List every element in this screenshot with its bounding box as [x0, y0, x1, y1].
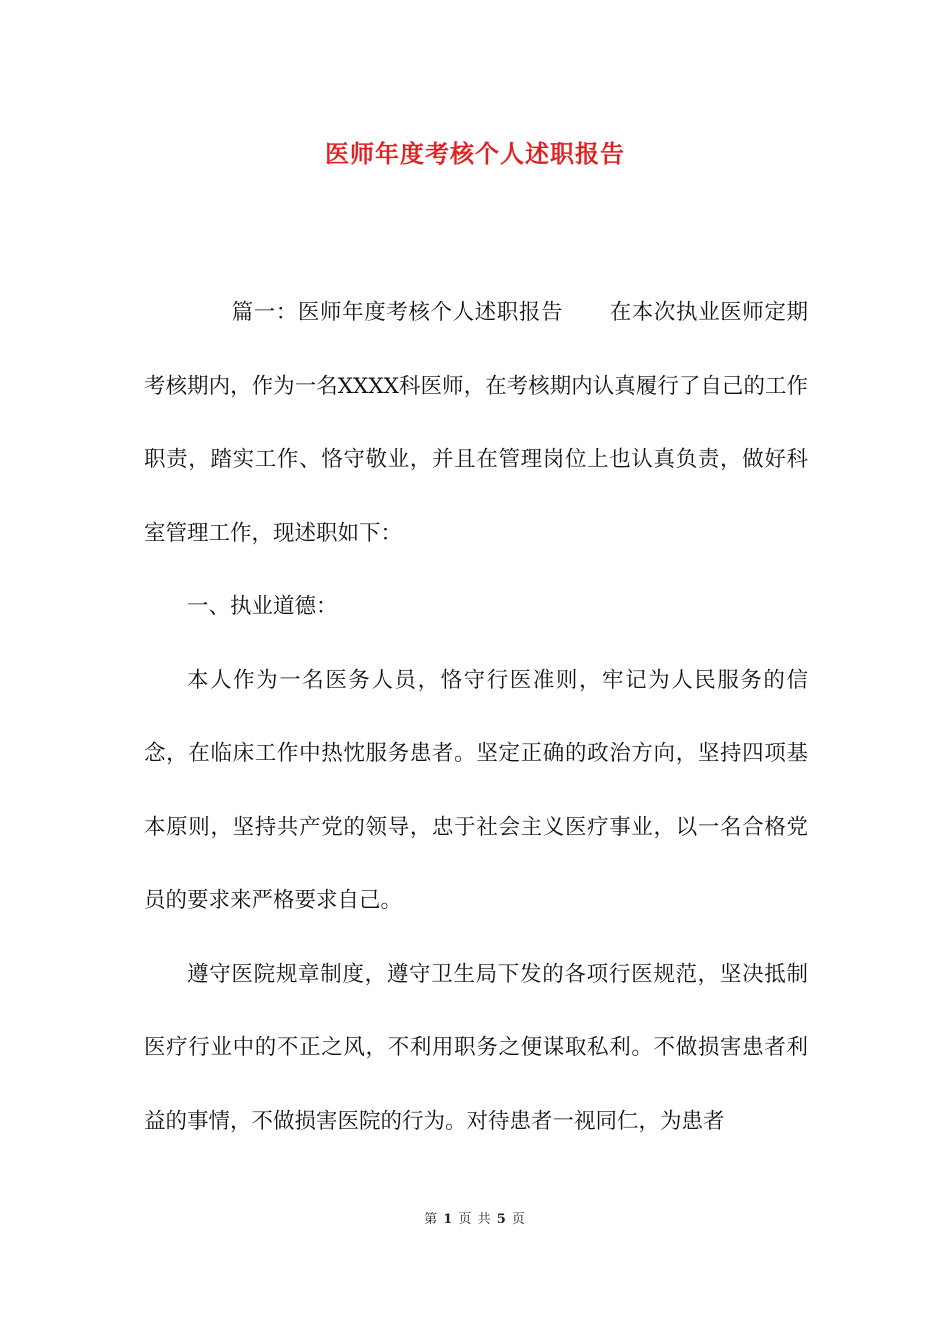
document-body — [144, 276, 808, 1158]
document-title: 医师年度考核个人述职报告 — [325, 139, 625, 168]
footer-middle: 页 共 — [458, 1212, 492, 1227]
section-heading: 一、执业道德： — [187, 594, 338, 619]
intro-heading: 篇一：医师年度考核个人述职报告 — [231, 300, 564, 325]
section-paragraph: 遵守医院规章制度，遵守卫生局下发的各项行医规范，坚决抵制医疗行业中的不正之风，不利用职务之便谋取私利。不做损害患者利益的事情，不做损害医院的行为。对待患者一视同仁，为患者 — [144, 961, 808, 1134]
footer-total-pages: 5 — [496, 1212, 507, 1227]
footer-current-page: 1 — [443, 1212, 454, 1227]
intro-text: 在本次执业医师定期考核期内，作为一名XXXX科医师，在考核期内认真履行了自己的工作职责，踏实工作、恪守敬业，并且在管理岗位上也认真负责，做好科室管理工作，现述职如下： — [144, 300, 808, 546]
section-paragraph: 本人作为一名医务人员，恪守行医准则，牢记为人民服务的信念，在临床工作中热忱服务患者。坚定正确的政治方向，坚持四项基本原则，坚持共产党的领导，忠于社会主义医疗事业，以一名合格党员的要求来严格要求自己。 — [144, 667, 808, 913]
intro-paragraph — [144, 276, 808, 570]
footer-suffix: 页 — [511, 1212, 526, 1227]
page-footer — [0, 1208, 950, 1227]
footer-prefix: 第 — [424, 1212, 439, 1227]
